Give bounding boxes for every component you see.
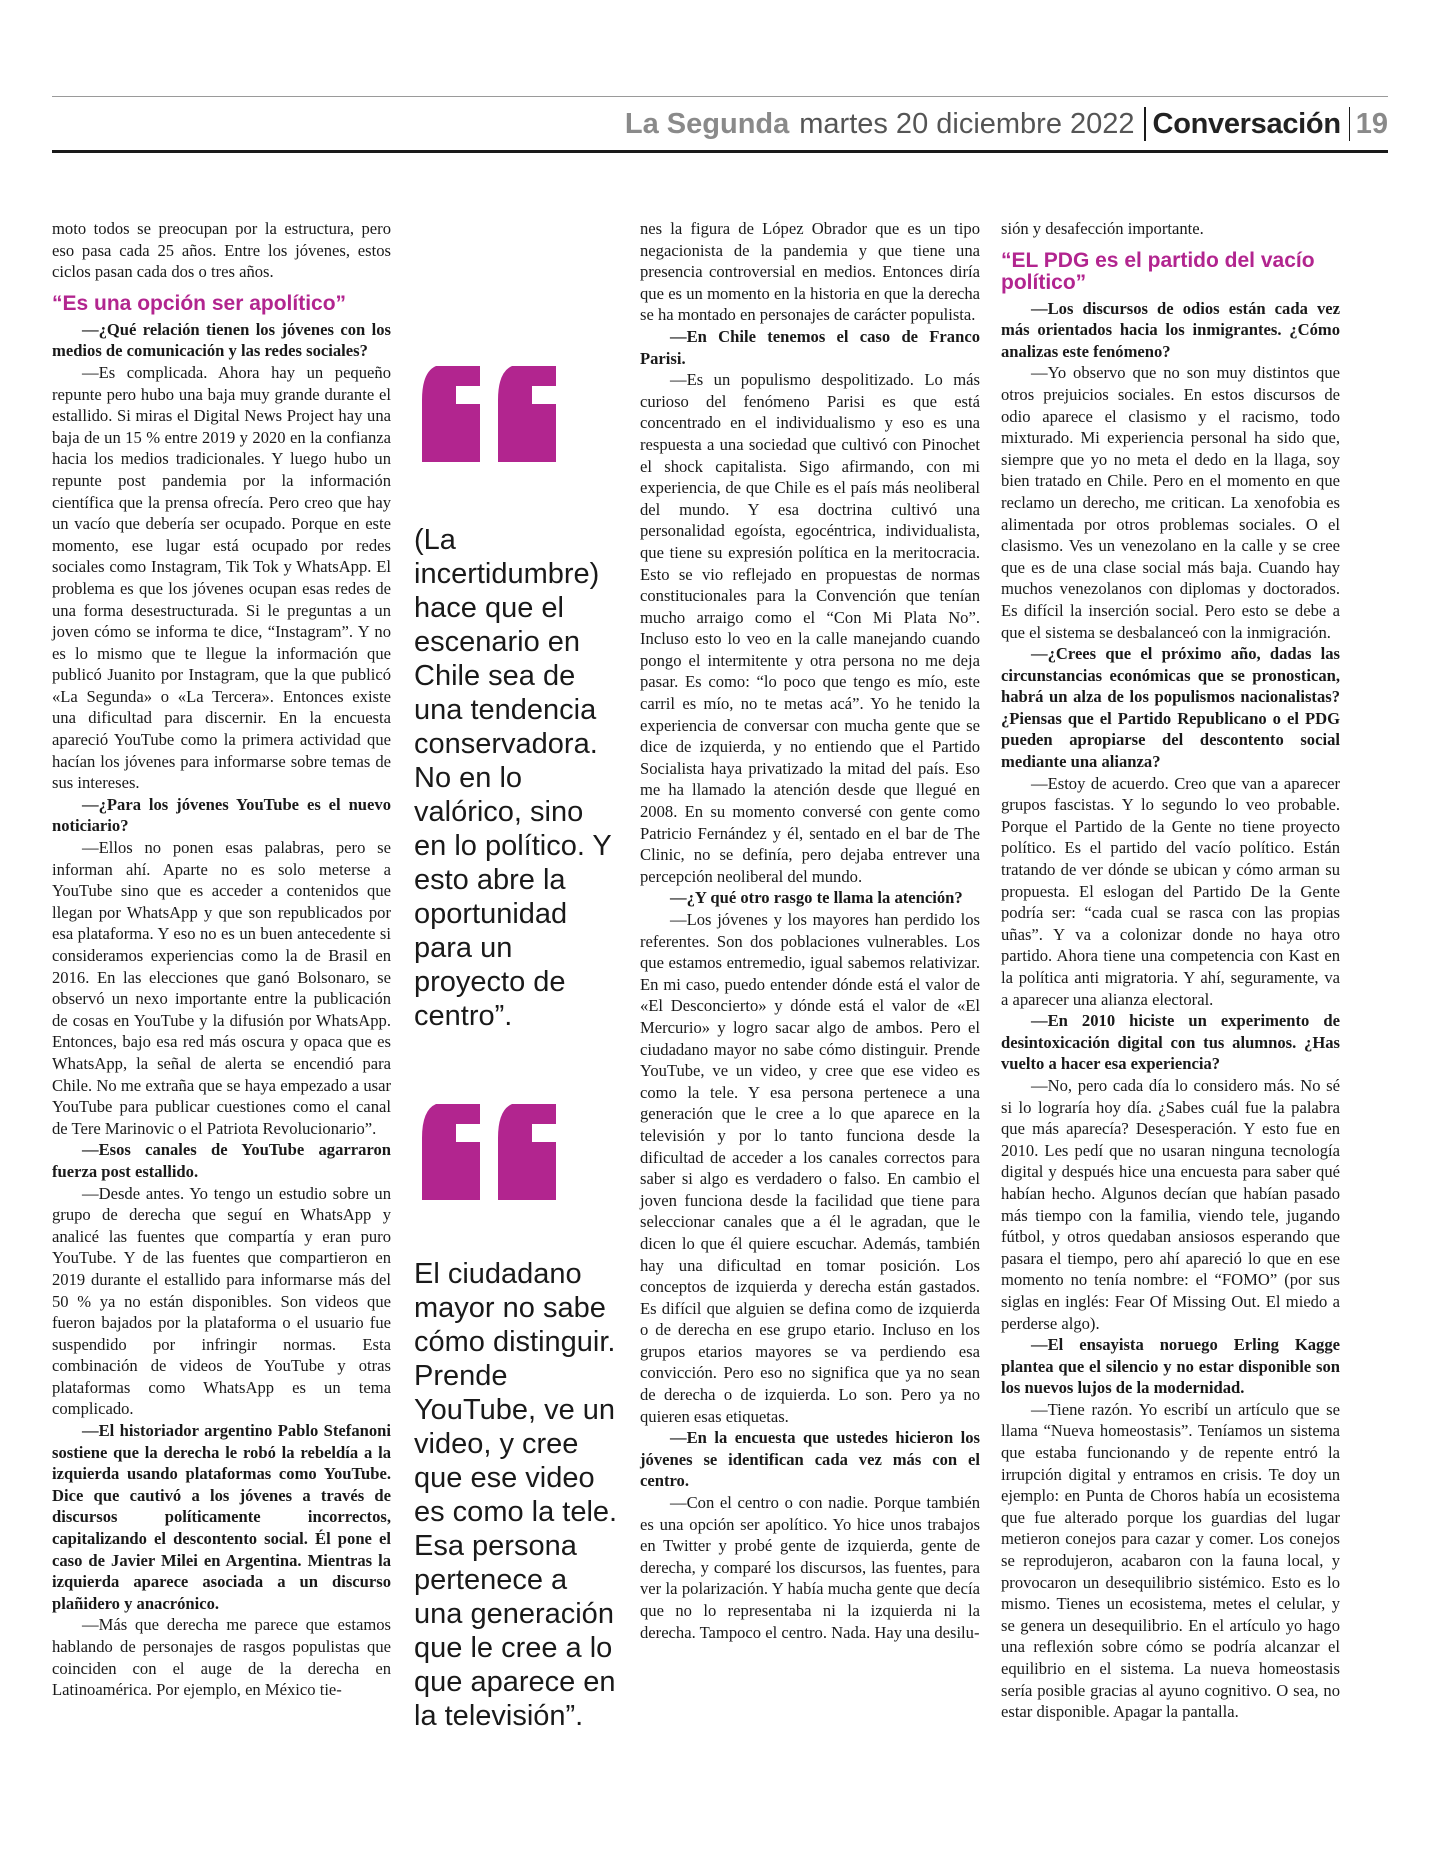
subheading: “Es una opción ser apolítico” [52,291,347,315]
column-1 [52,218,391,1701]
paragraph: sión y desafección importante. [1001,219,1204,238]
interview-answer: —Yo observo que no son muy distintos que otros prejuicios sociales. En estos discursos de odio aparece el clasismo y el racismo, todo mixturado. Mi experiencia personal ha sido que, siempre que yo no meta el dedo en la llaga, soy bien tratado en Chile. Pero en el momento en que reclamo un derecho, me critican. La xenofobia es alimentada por otros problemas sociales. O el clasismo. Ves un venezolano en la calle y se cree que es de una clase social más baja. Cuando hay muchos venezolanos con diplomas y doctorados. Es difícil la inserción social. Pero esto se debe a que el sistema se desbalanceó con la inmigración. [1001,363,1340,642]
pull-quote: (La incertidumbre) hace que el escenario en Chile sea de una tendencia conservadora. No en lo valórico, sino en lo político. Y esto abre la oportunidad para un proyecto de centro”. [414,524,612,1032]
subheading: “EL PDG es el partido del vacío político” [1001,248,1315,294]
interview-question: —Los discursos de odios están cada vez más orientados hacia los inmigrantes. ¿Cómo analizas este fenómeno? [1001,298,1340,361]
interview-question: —En Chile tenemos el caso de Franco Parisi. [640,326,980,368]
interview-question: —¿Y qué otro rasgo te llama la atención? [670,888,963,908]
interview-answer: —Ellos no ponen esas palabras, pero se informan ahí. Aparte no es solo meterse a YouTube sino que es acceder a contenidos que llegan por WhatsApp y que son republicados por esa plataforma. Y eso no es un buen antecedente si consideramos experiencias como la de Brasil en 2016. En las elecciones que ganó Bolsonaro, se observó un nexo importante entre la publicación de cosas en YouTube y la difusión por WhatsApp. Entonces, bajo esa red más oscura y opaca que es WhatsApp, la señal de alerta se encendió para Chile. No me extraña que se haya empezado a usar YouTube para publicar cuestiones como el canal de Tere Marinovic o el Patriota Revolucionario”. [52,838,391,1138]
masthead-divider [1144,107,1146,141]
interview-question: —Esos canales de YouTube agarraron fuerza post estallido. [52,1140,391,1181]
interview-answer: —Desde antes. Yo tengo un estudio sobre un grupo de derecha que seguí en WhatsApp y analicé las fuentes que compartía y eran puro YouTube. Y de las fuentes que compartieron en 2019 durante el estallido para informarse más del 50 % ya no están disponibles. Son videos que fueron bajados por la plataforma o el usuario fue suspendido por infringir normas. Esta combinación de videos de YouTube y otras plataformas como WhatsApp es un tema complicado. [52,1183,391,1419]
column-3 [640,218,980,1643]
top-rule [52,96,1388,97]
pull-quote: El ciudadano mayor no sabe cómo distinguir. Prende YouTube, ve un video, y cree que ese video es como la tele. Esa persona pertenece a una generación que le cree a lo que aparece en la televisión”. [414,1258,618,1732]
interview-question: —El ensayista noruego Erling Kagge plantea que el silencio y no estar disponible son los nuevos lujos de la modernidad. [1001,1335,1340,1398]
masthead-divider [1349,107,1350,141]
header-rule [52,150,1388,153]
interview-answer: —Es un populismo despolitizado. Lo más curioso del fenómeno Parisi es que está concentrado en el individualismo y eso es una respuesta a una sociedad que cultivó con Pinochet el shock capitalista. Sigo afirmando, con mi experiencia, de que Chile es el país más neoliberal del mundo. Y esa doctrina cultivó una personalidad egoísta, egocéntrica, individualista, que tiene su expresión política en la meritocracia. Esto se vio reflejado en propuestas de normas constitucionales para la Convención que tenían mucho arraigo como el “Con Mi Plata No”. Incluso esto lo veo en la calle manejando cuando pongo el intermitente y otra persona no me deja pasar. Es como: “lo poco que tengo es mío, este carril es mío, no te metas acá”. Yo he tenido la experiencia de conversar con mucha gente que se dice de izquierda, y no entiendo que el Partido Socialista haya privatizado la mitad del país. Eso me ha llamado la atención desde que llegué en 2008. En su momento conversé con gente como Patricio Fernández y él, sentado en el bar de The Clinic, no se definía, pero dejaba entrever una percepción neoliberal del mundo. [640,370,980,886]
masthead [52,98,1388,150]
interview-question: —¿Para los jóvenes YouTube es el nuevo noticiario? [52,794,391,836]
issue-date: martes 20 diciembre 2022 [799,107,1135,140]
newspaper-name: La Segunda [624,107,790,140]
interview-answer: —No, pero cada día lo considero más. No sé si lo lograría hoy día. ¿Sabes cuál fue la palabra que más aparecía? Desesperación. Y esto fue en 2010. Les pedí que no usaran ninguna tecnología digital y después hice una encuesta para saber qué habían hecho. Algunos decían que habían pasado más tiempo con la familia, viendo tele, jugando fútbol, y otros quedaban ansiosos esperando que pasara el tiempo, pero ahí apareció lo que en ese momento no tenía nombre: el “FOMO” (por sus siglas en inglés: Fear Of Missing Out. El miedo a perderse algo). [1001,1075,1340,1333]
interview-answer: —Más que derecha me parece que estamos hablando de personajes de rasgos populistas que coinciden con el auge de la derecha en Latinoamérica. Por ejemplo, en México tie- [52,1615,391,1700]
interview-question: —¿Qué relación tienen los jóvenes con los medios de comunicación y las redes sociales? [52,319,391,361]
interview-question: —En 2010 hiciste un experimento de desintoxicación digital con tus alumnos. ¿Has vuelto a hacer esa experiencia? [1001,1011,1340,1074]
interview-answer: —Los jóvenes y los mayores han perdido los referentes. Son dos poblaciones vulnerables. Los que estamos entremedio, igual sabemos relativizar. En mi caso, puedo entender dónde está el valor de «El Desconcierto» y dónde está el valor de «El Mercurio» y logro sacar algo de ambos. Pero el ciudadano mayor no sabe cómo distinguir. Prende YouTube, ve un video, y cree que ese video es como la tele. Y esa persona pertenece a una generación que le cree a lo que aparece en la televisión y por lo tanto funciona desde la dificultad de acceder a los canales correctos para saber si algo es verdadero o falso. En cambio el joven funciona desde la facilidad que tiene para seleccionar canales que a él le agradan, que le dicen lo que él quiere escuchar. Además, también hay una dificultad en tomar posición. Los conceptos de izquierda y derecha están gastados. Es difícil que alguien se defina como de izquierda o de derecha en ese grupo etario. Incluso en los grupos etarios mayores se va perdiendo esa convicción. Pero eso no significa que ya no sean de derecha o de izquierda. Lo son. Pero ya no quieren esas etiquetas. [640,910,980,1426]
paragraph: moto todos se preocupan por la estructura, pero eso pasa cada 25 años. Entre los jóvenes, estos ciclos pasan cada dos o tres años. [52,219,391,282]
paragraph: nes la figura de López Obrador que es un tipo negacionista de la pandemia y que tiene una presencia controversial en medios. Entonces diría que es un momento en la historia en que la derecha se ha montado en personajes de carácter populista. [640,219,980,325]
double-quote-icon [414,358,564,468]
interview-question: —¿Crees que el próximo año, dadas las circunstancias económicas que se pronostican, habrá un alza de los populismos nacionalistas? ¿Piensas que el Partido Republicano o el PDG pueden apropiarse del descontento social mediante una alianza? [1001,644,1340,772]
column-4 [1001,218,1340,1723]
interview-answer: —Es complicada. Ahora hay un pequeño repunte pero hubo una baja muy grande durante el estallido. Si miras el Digital News Project hay una baja de un 15 % entre 2019 y 2020 en la confianza hacia los medios tradicionales. Y luego hubo un repunte post pandemia por la información científica que la prensa ofrecía. Pero creo que hay un vacío que debería ser ocupado. Porque en este momento, ese lugar está ocupado por redes sociales como Instagram, Tik Tok y WhatsApp. El problema es que los jóvenes ocupan esas redes de una forma desestructurada. Si le preguntas a un joven cómo se informa te dice, “Instagram”. Y no es lo mismo que te llegue la información que publicó Juanito por Instagram, que la que publicó «La Segunda» o «La Tercera». Entonces existe una dificultad para discernir. En la encuesta apareció YouTube como la primera actividad que hacían los jóvenes para informarse sobre temas de sus intereses. [52,362,391,793]
interview-question: —El historiador argentino Pablo Stefanoni sostiene que la derecha le robó la rebeldía a la izquierda usando plataformas como YouTube. Dice que cautivó a los jóvenes a través de discursos políticamente incorrectos, capitalizando el descontento social. Él pone el caso de Javier Milei en Argentina. Mientras la izquierda aparece asociada a un discurso plañidero y anacrónico. [52,1421,391,1613]
interview-answer: —Con el centro o con nadie. Porque también es una opción ser apolítico. Yo hice unos trabajos en Twitter y probé gente de izquierda, gente de derecha, y comparé los discursos, las fuentes, para ver la polarización. Y había mucha gente que decía que no lo representaba ni la izquierda ni la derecha. Tampoco el centro. Nada. Hay una desilu- [640,1493,980,1642]
interview-question: —En la encuesta que ustedes hicieron los jóvenes se identifican cada vez más con el centro. [640,1428,980,1491]
double-quote-icon [414,1096,564,1206]
page-number: 19 [1355,107,1388,140]
masthead-bar [625,104,1388,144]
section-name: Conversación [1152,107,1341,140]
interview-answer: —Tiene razón. Yo escribí un artículo que se llama “Nueva homeostasis”. Teníamos un sistema que estaba funcionando y de repente entró la irrupción digital y entramos en crisis. Te doy un ejemplo: en Punta de Choros había un ecosistema que fue alterado porque los guardias del lugar metieron conejos para cazar y comer. Los conejos se reprodujeron, acabaron con la fauna local, y provocaron un desequilibrio sistémico. Esto es lo mismo. Tienes un ecosistema, metes el celular, y se genera un desequilibrio. En el artículo yo hago una reflexión sobre cómo se podría alcanzar el equilibrio en el sistema. La nueva homeostasis sería posible gracias al ayuno cognitivo. O sea, no estar disponible. Apagar la pantalla. [1001,1399,1340,1722]
interview-answer: —Estoy de acuerdo. Creo que van a aparecer grupos fascistas. Y lo segundo lo veo probable. Porque el Partido de la Gente no tiene proyecto político. Es el partido del vacío político. Están tratando de ver dónde se ubican y cómo arman su propuesta. El eslogan del Partido De la Gente podría ser: “cada cual se rasca con las propias uñas”. Y va a colonizar donde no haya otro partido. Ahora tiene una competencia con Kast en la política anti migratoria. Y ahí, seguramente, va a aparecer una alianza electoral. [1001,773,1340,1009]
